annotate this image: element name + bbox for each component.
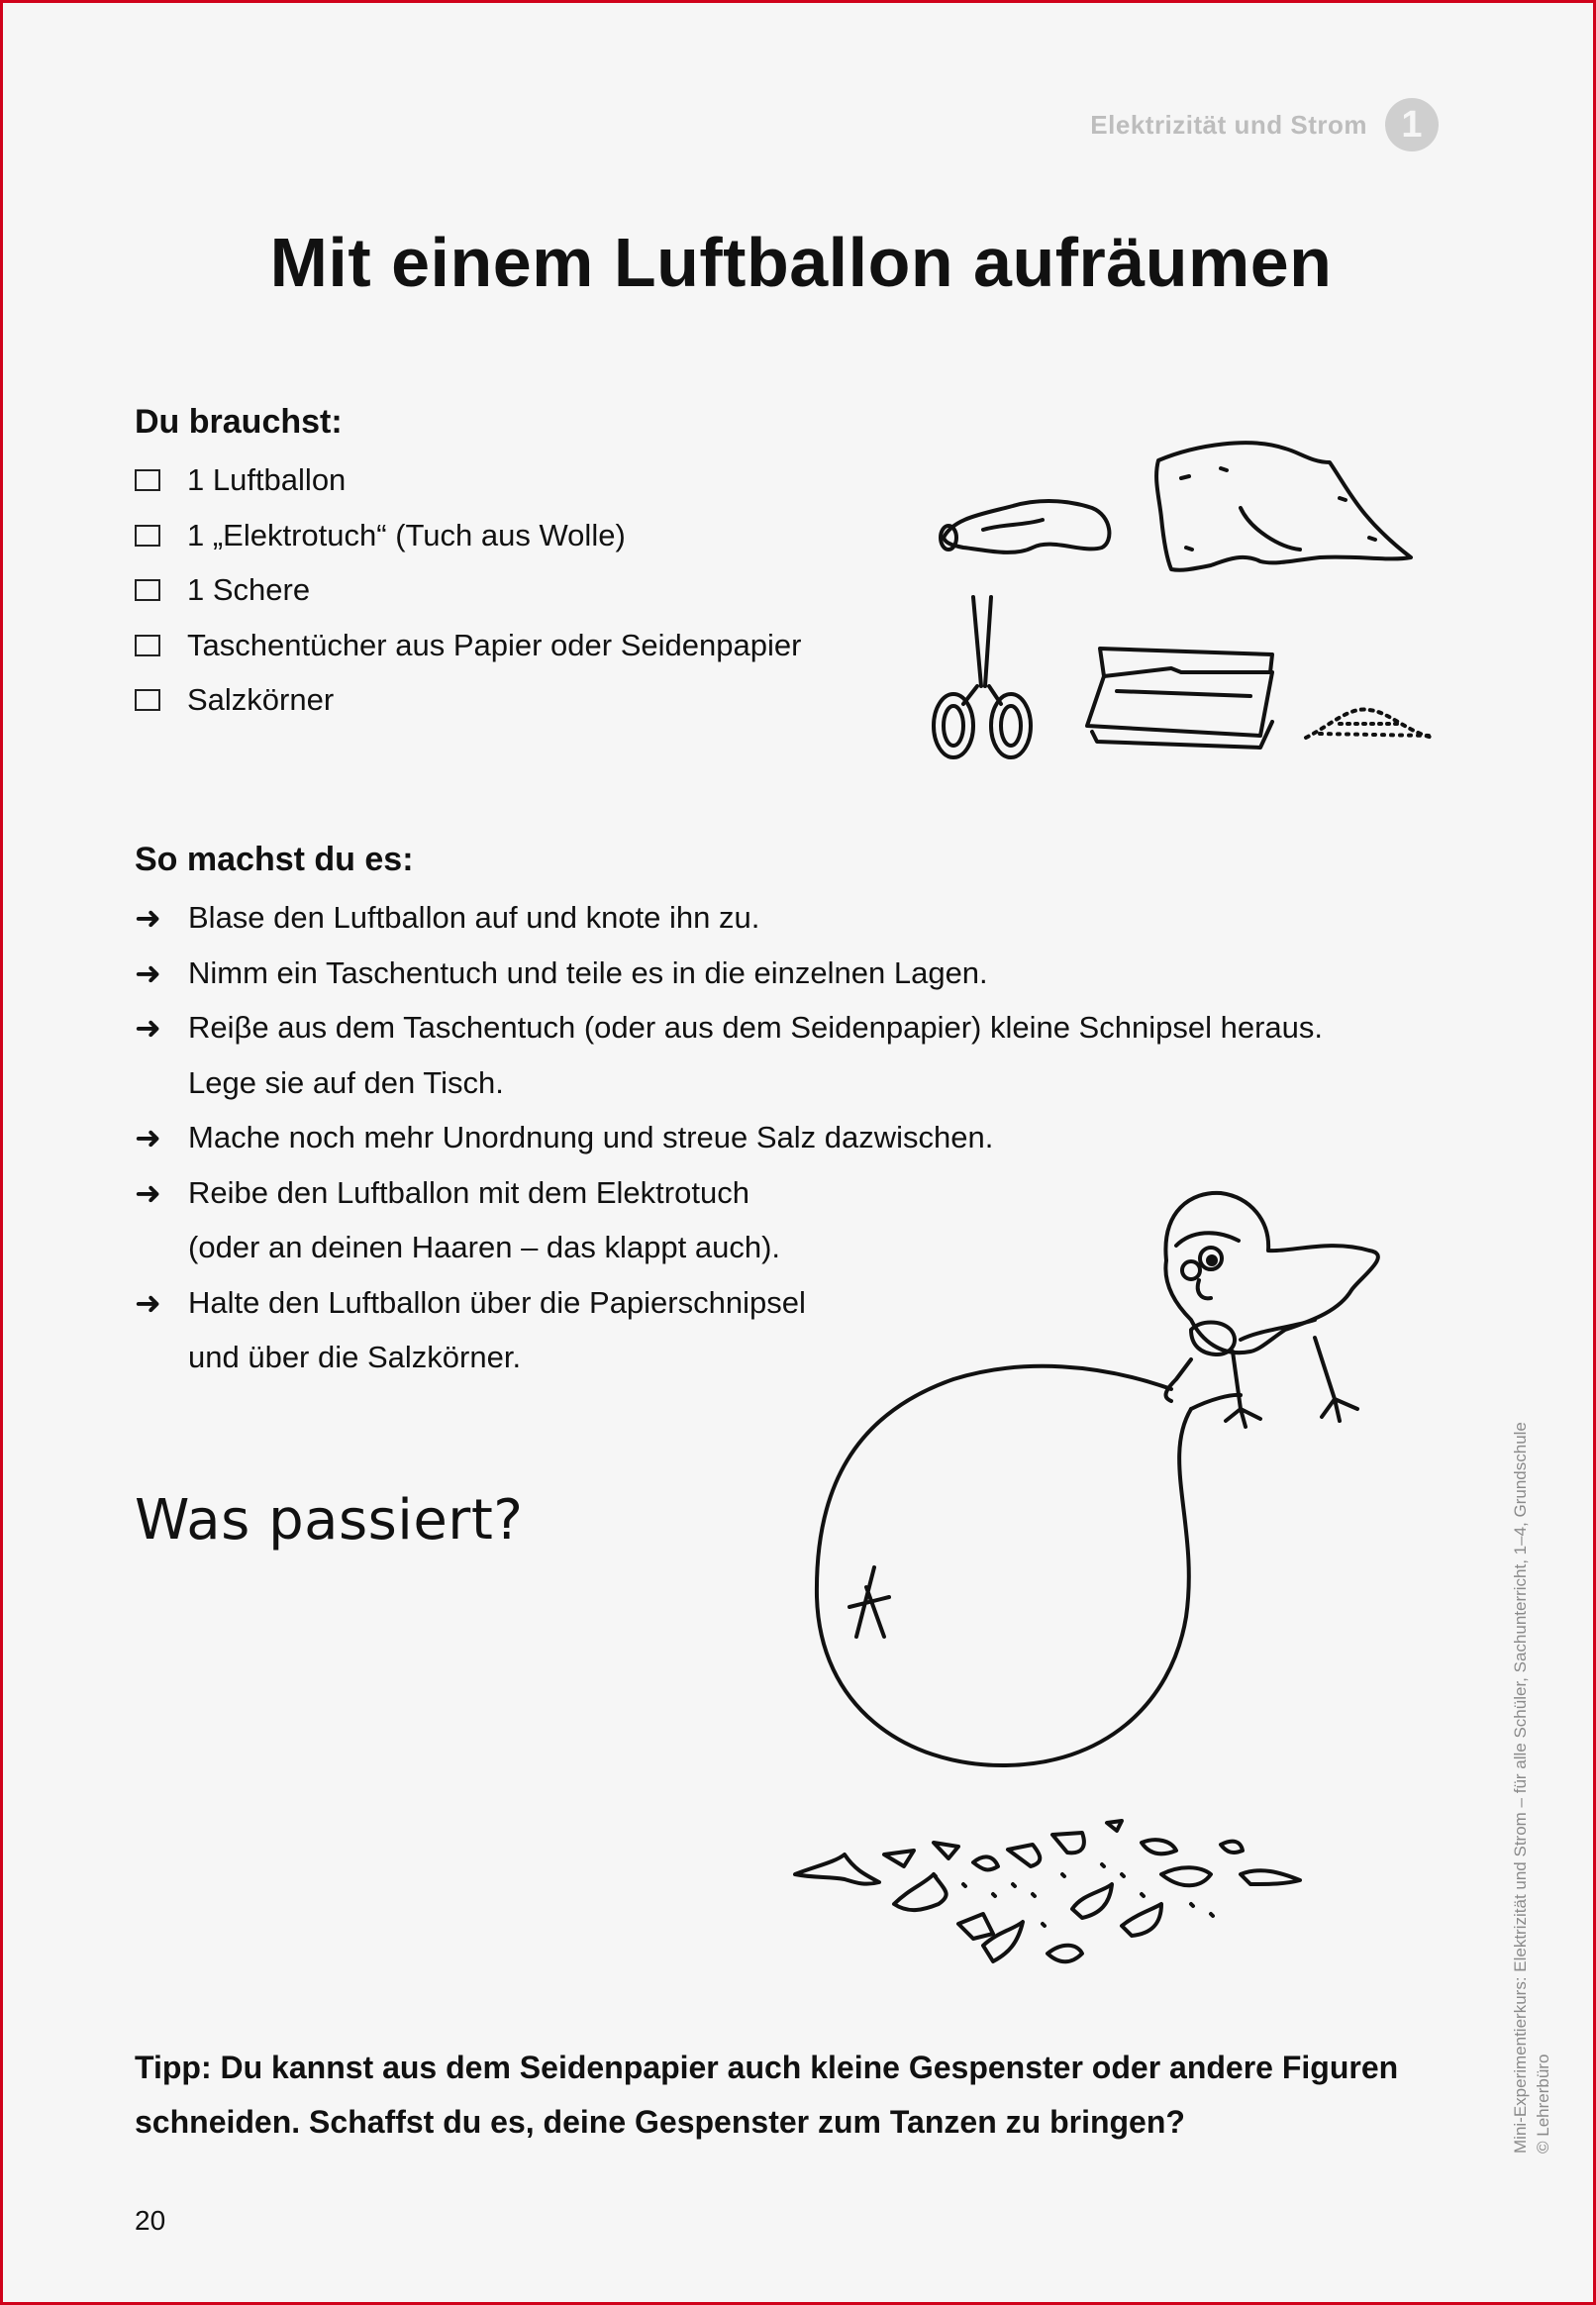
step-line: und über die Salzkörner.	[188, 1340, 522, 1374]
copyright-line-2: © Lehrerbüro	[1534, 2054, 1552, 2154]
material-item	[135, 460, 801, 516]
step-line: Reiβe aus dem Taschentuch (oder aus dem Seidenpapier) kleine Schnipsel heraus.	[188, 1010, 1323, 1045]
arrow-right-icon: ➜	[135, 1174, 161, 1211]
arrow-right-icon: ➜	[135, 900, 161, 936]
step-text	[188, 953, 988, 1009]
copyright-line-1: Mini-Experimentierkurs: Elektrizität und Strom – für alle Schüler, Sachunterricht, 1–4, Grundschule	[1511, 1422, 1530, 2154]
salt-pile-drawing	[1306, 709, 1433, 738]
arrow-right-icon: ➜	[135, 1284, 161, 1321]
checkbox-icon[interactable]	[135, 579, 160, 601]
instruction-step	[135, 1008, 1323, 1118]
tip-line-2: schneiden. Schaffst du es, deine Gespenster zum Tanzen zu bringen?	[135, 2104, 1185, 2140]
deflated-balloon-drawing	[941, 501, 1109, 552]
instruction-step	[135, 953, 1323, 1009]
tissues-drawing	[1087, 649, 1272, 748]
section-title: Elektrizität und Strom	[1090, 109, 1367, 140]
checkbox-icon[interactable]	[135, 525, 160, 547]
materials-heading: Du brauchst:	[135, 403, 343, 441]
material-label: Taschentücher aus Papier oder Seidenpapier	[187, 627, 802, 662]
arrow-right-icon: ➜	[135, 954, 161, 991]
tip-line-1: Tipp: Du kannst aus dem Seidenpapier auch kleine Gespenster oder andere Figuren	[135, 2050, 1399, 2085]
step-text	[188, 898, 759, 953]
material-label: Salzkörner	[187, 682, 335, 717]
material-item	[135, 516, 801, 571]
materials-list	[135, 460, 801, 736]
scissors-drawing	[934, 597, 1031, 757]
arrow-right-icon: ➜	[135, 1010, 161, 1046]
checkbox-icon[interactable]	[135, 635, 160, 656]
paper-snippets-illustration	[785, 1815, 1320, 1993]
page-title: Mit einem Luftballon aufräumen	[269, 224, 1333, 301]
copyright-note	[1509, 1422, 1554, 2154]
step-line: (oder an deinen Haaren – das klappt auch).	[188, 1230, 781, 1264]
page-number: 20	[135, 2205, 166, 2236]
bird-drawing	[1165, 1193, 1377, 1427]
material-item	[135, 626, 801, 681]
materials-illustration	[924, 439, 1478, 775]
arrow-right-icon: ➜	[135, 1120, 161, 1155]
step-line: Blase den Luftballon auf und knote ihn zu.	[188, 900, 760, 935]
material-item	[135, 680, 801, 736]
checkbox-icon[interactable]	[135, 689, 160, 711]
material-label: 1 Schere	[187, 572, 311, 607]
step-line: Lege sie auf den Tisch.	[188, 1064, 504, 1100]
step-line: Reibe den Luftballon mit dem Elektrotuch	[188, 1174, 749, 1210]
page-header	[1090, 98, 1439, 151]
checkbox-icon[interactable]	[135, 469, 160, 491]
tip-text	[135, 2041, 1461, 2150]
step-line: Halte den Luftballon über die Papierschnipsel	[188, 1284, 806, 1320]
step-text	[188, 1283, 806, 1393]
step-text	[188, 1008, 1323, 1118]
step-text	[188, 1118, 993, 1173]
instructions-heading: So machst du es:	[135, 841, 414, 878]
material-label: 1 „Elektrotuch“ (Tuch aus Wolle)	[187, 517, 626, 552]
step-line: Mache noch mehr Unordnung und streue Salz dazwischen.	[188, 1120, 994, 1154]
step-line: Nimm ein Taschentuch und teile es in die einzelnen Lagen.	[188, 954, 988, 990]
wool-cloth-drawing	[1156, 443, 1411, 570]
balloon-drawing	[817, 1366, 1191, 1765]
material-label: 1 Luftballon	[187, 462, 347, 497]
instruction-step	[135, 1118, 1323, 1173]
chapter-badge: 1	[1385, 98, 1439, 151]
step-text	[188, 1173, 780, 1283]
question-heading: Was passiert?	[135, 1488, 524, 1553]
material-item	[135, 570, 801, 626]
instruction-step	[135, 898, 1323, 953]
